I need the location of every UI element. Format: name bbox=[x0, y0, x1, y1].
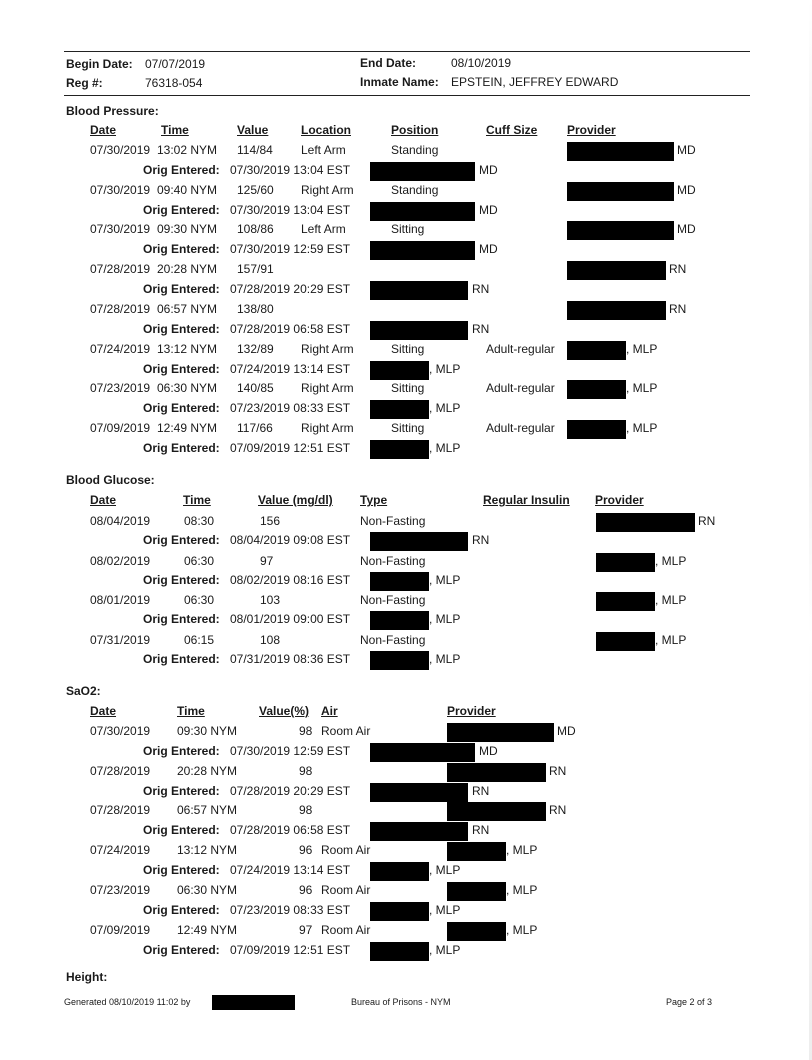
bg-col-type: Type bbox=[360, 493, 388, 507]
bp-cuff-size: Adult-regular bbox=[486, 381, 555, 396]
orig-entered-label: Orig Entered: bbox=[143, 902, 220, 917]
sao2-value: 97 bbox=[299, 922, 313, 937]
bp-location: Left Arm bbox=[301, 222, 346, 237]
redaction-block bbox=[567, 142, 674, 161]
orig-entered-label: Orig Entered: bbox=[143, 942, 220, 957]
bp-value: 132/89 bbox=[237, 341, 274, 356]
bp-date: 07/09/2019 bbox=[90, 420, 151, 435]
orig-entered-provider: , MLP bbox=[429, 902, 461, 917]
sao2-air: Room Air bbox=[321, 724, 371, 738]
redaction-block bbox=[596, 592, 655, 611]
orig-entered-label: Orig Entered: bbox=[143, 361, 220, 376]
begin-date-value: 07/07/2019 bbox=[145, 57, 206, 71]
orig-entered-provider: , MLP bbox=[429, 572, 461, 587]
orig-entered-provider: RN bbox=[472, 823, 490, 838]
bg-provider-suffix: , MLP bbox=[655, 553, 687, 568]
redaction-block bbox=[447, 802, 546, 821]
bp-position: Sitting bbox=[391, 420, 425, 435]
bp-col-provider: Provider bbox=[567, 123, 616, 137]
bg-provider-suffix: , MLP bbox=[655, 633, 687, 648]
bg-value: 108 bbox=[260, 633, 281, 648]
orig-entered-value: 08/02/2019 08:16 EST bbox=[230, 572, 351, 587]
redaction-block bbox=[447, 763, 546, 782]
bp-time: 12:49 NYM bbox=[157, 420, 218, 435]
header-rule-bottom bbox=[64, 95, 750, 96]
bp-value: 114/84 bbox=[237, 143, 273, 157]
orig-entered-provider: , MLP bbox=[429, 612, 461, 627]
bp-position: Sitting bbox=[391, 222, 425, 237]
bg-value: 97 bbox=[260, 553, 274, 568]
orig-entered-provider: RN bbox=[472, 783, 490, 798]
sao2-provider-suffix: , MLP bbox=[506, 843, 538, 858]
bp-provider-suffix: , MLP bbox=[626, 381, 658, 396]
bp-col-location: Location bbox=[301, 123, 351, 137]
orig-entered-value: 07/28/2019 06:58 EST bbox=[230, 321, 351, 336]
bp-col-position: Position bbox=[391, 123, 439, 137]
orig-entered-value: 07/23/2019 08:33 EST bbox=[230, 401, 351, 416]
redaction-block bbox=[370, 281, 468, 300]
orig-entered-value: 07/28/2019 20:29 EST bbox=[230, 282, 351, 297]
orig-entered-value: 07/30/2019 13:04 EST bbox=[230, 163, 351, 177]
sao2-col-provider: Provider bbox=[447, 704, 496, 718]
redaction-block bbox=[370, 321, 468, 340]
orig-entered-label: Orig Entered: bbox=[143, 572, 220, 587]
bg-date: 08/01/2019 bbox=[90, 593, 151, 608]
orig-entered-provider: RN bbox=[472, 533, 490, 547]
orig-entered-label: Orig Entered: bbox=[143, 202, 220, 217]
orig-entered-provider: , MLP bbox=[429, 440, 461, 455]
orig-entered-value: 07/30/2019 12:59 EST bbox=[230, 242, 351, 257]
redaction-block bbox=[567, 380, 626, 399]
bp-value: 140/85 bbox=[237, 381, 274, 396]
orig-entered-label: Orig Entered: bbox=[143, 863, 220, 878]
orig-entered-label: Orig Entered: bbox=[143, 612, 220, 627]
sao2-time: 12:49 NYM bbox=[177, 922, 238, 937]
bg-provider-suffix: , MLP bbox=[655, 593, 687, 608]
begin-date-label: Begin Date: bbox=[66, 57, 133, 71]
bp-provider-suffix: MD bbox=[677, 222, 696, 237]
sao2-provider-suffix: , MLP bbox=[506, 922, 538, 937]
redaction-block bbox=[212, 995, 295, 1010]
orig-entered-label: Orig Entered: bbox=[143, 652, 220, 667]
bg-time: 06:30 bbox=[184, 553, 215, 568]
bp-time: 13:02 NYM bbox=[157, 143, 218, 157]
bp-cuff-size: Adult-regular bbox=[486, 341, 555, 356]
footer-org: Bureau of Prisons - NYM bbox=[351, 997, 451, 1007]
bg-type: Non-Fasting bbox=[360, 514, 426, 528]
bg-type: Non-Fasting bbox=[360, 553, 426, 568]
bp-value: 125/60 bbox=[237, 182, 274, 197]
redaction-block bbox=[370, 783, 468, 802]
redaction-block bbox=[370, 162, 475, 181]
orig-entered-label: Orig Entered: bbox=[143, 282, 220, 297]
sao2-date: 07/23/2019 bbox=[90, 882, 151, 897]
bg-time: 06:15 bbox=[184, 633, 215, 648]
sao2-col-date: Date bbox=[90, 704, 117, 718]
orig-entered-provider: RN bbox=[472, 321, 490, 336]
redaction-block bbox=[370, 902, 429, 921]
sao2-date: 07/30/2019 bbox=[90, 724, 151, 738]
redaction-block bbox=[447, 723, 554, 742]
bg-type: Non-Fasting bbox=[360, 593, 426, 608]
bp-date: 07/28/2019 bbox=[90, 301, 151, 316]
redaction-block bbox=[370, 651, 429, 670]
redaction-block bbox=[370, 532, 468, 551]
redaction-block bbox=[370, 361, 429, 380]
bp-position: Sitting bbox=[391, 341, 425, 356]
redaction-block bbox=[370, 822, 468, 841]
sao2-section-title: SaO2: bbox=[66, 684, 101, 698]
sao2-value: 98 bbox=[299, 724, 313, 738]
sao2-air: Room Air bbox=[321, 843, 371, 858]
redaction-block bbox=[447, 882, 506, 901]
bp-provider-suffix: MD bbox=[677, 182, 696, 197]
end-date-label: End Date: bbox=[360, 56, 417, 70]
redaction-block bbox=[370, 862, 429, 881]
bp-cuff-size: Adult-regular bbox=[486, 420, 555, 435]
redaction-block bbox=[370, 611, 429, 630]
redaction-block bbox=[596, 553, 655, 572]
sao2-provider-suffix: , MLP bbox=[506, 882, 538, 897]
sao2-col-air: Air bbox=[321, 704, 338, 718]
orig-entered-value: 07/09/2019 12:51 EST bbox=[230, 440, 351, 455]
bp-date: 07/28/2019 bbox=[90, 262, 151, 277]
orig-entered-value: 08/01/2019 09:00 EST bbox=[230, 612, 351, 627]
bp-date: 07/30/2019 bbox=[90, 182, 151, 197]
sao2-value: 96 bbox=[299, 882, 313, 897]
sao2-air: Room Air bbox=[321, 922, 371, 937]
bg-col-date: Date bbox=[90, 493, 117, 507]
orig-entered-provider: MD bbox=[479, 163, 498, 177]
sao2-value: 98 bbox=[299, 803, 313, 818]
redaction-block bbox=[567, 301, 666, 320]
bp-value: 108/86 bbox=[237, 222, 274, 237]
sao2-time: 06:57 NYM bbox=[177, 803, 238, 818]
orig-entered-provider: , MLP bbox=[429, 863, 461, 878]
bg-col-provider: Provider bbox=[595, 493, 644, 507]
sao2-date: 07/28/2019 bbox=[90, 803, 151, 818]
bp-position: Sitting bbox=[391, 381, 425, 396]
sao2-value: 96 bbox=[299, 843, 313, 858]
orig-entered-label: Orig Entered: bbox=[143, 163, 220, 177]
orig-entered-label: Orig Entered: bbox=[143, 533, 220, 547]
footer-page: Page 2 of 3 bbox=[666, 997, 713, 1007]
redaction-block bbox=[567, 221, 674, 240]
inmate-name-value: EPSTEIN, JEFFREY EDWARD bbox=[451, 75, 619, 89]
end-date-value: 08/10/2019 bbox=[451, 56, 512, 70]
bp-location: Right Arm bbox=[301, 182, 354, 197]
bg-date: 08/04/2019 bbox=[90, 514, 151, 528]
orig-entered-provider: , MLP bbox=[429, 652, 461, 667]
sao2-date: 07/28/2019 bbox=[90, 763, 151, 778]
bp-time: 06:30 NYM bbox=[157, 381, 218, 396]
redaction-block bbox=[370, 942, 429, 961]
bp-location: Right Arm bbox=[301, 420, 354, 435]
bp-time: 13:12 NYM bbox=[157, 341, 218, 356]
header-rule-top bbox=[64, 51, 750, 52]
sao2-col-time: Time bbox=[177, 704, 205, 718]
sao2-provider-suffix: RN bbox=[549, 803, 567, 818]
bp-location: Right Arm bbox=[301, 341, 354, 356]
redaction-block bbox=[370, 241, 475, 260]
bp-time: 09:30 NYM bbox=[157, 222, 218, 237]
redaction-block bbox=[370, 202, 475, 221]
orig-entered-value: 07/24/2019 13:14 EST bbox=[230, 361, 351, 376]
orig-entered-label: Orig Entered: bbox=[143, 783, 220, 798]
bg-date: 07/31/2019 bbox=[90, 633, 151, 648]
orig-entered-value: 07/09/2019 12:51 EST bbox=[230, 942, 351, 957]
reg-label: Reg #: bbox=[66, 76, 103, 90]
redaction-block bbox=[596, 513, 695, 532]
orig-entered-label: Orig Entered: bbox=[143, 242, 220, 257]
bp-position: Standing bbox=[391, 182, 439, 197]
orig-entered-value: 07/24/2019 13:14 EST bbox=[230, 863, 351, 878]
bp-section-title: Blood Pressure: bbox=[66, 104, 159, 118]
bg-value: 156 bbox=[260, 514, 281, 528]
orig-entered-provider: RN bbox=[472, 282, 490, 297]
bg-type: Non-Fasting bbox=[360, 633, 426, 648]
bp-provider-suffix: MD bbox=[677, 143, 696, 157]
orig-entered-label: Orig Entered: bbox=[143, 823, 220, 838]
bp-time: 20:28 NYM bbox=[157, 262, 218, 277]
inmate-name-label: Inmate Name: bbox=[360, 75, 439, 89]
redaction-block bbox=[370, 572, 429, 591]
orig-entered-value: 08/04/2019 09:08 EST bbox=[230, 533, 351, 547]
bp-provider-suffix: RN bbox=[669, 262, 687, 277]
bg-section-title: Blood Glucose: bbox=[66, 473, 155, 487]
sao2-time: 09:30 NYM bbox=[177, 724, 238, 738]
redaction-block bbox=[567, 341, 626, 360]
orig-entered-label: Orig Entered: bbox=[143, 440, 220, 455]
bg-date: 08/02/2019 bbox=[90, 553, 151, 568]
orig-entered-provider: MD bbox=[479, 744, 498, 758]
sao2-col-value: Value(%) bbox=[259, 704, 310, 718]
redaction-block bbox=[370, 440, 429, 459]
sao2-date: 07/24/2019 bbox=[90, 843, 151, 858]
orig-entered-value: 07/31/2019 08:36 EST bbox=[230, 652, 351, 667]
orig-entered-provider: , MLP bbox=[429, 942, 461, 957]
bp-date: 07/24/2019 bbox=[90, 341, 151, 356]
redaction-block bbox=[447, 922, 506, 941]
orig-entered-provider: MD bbox=[479, 202, 498, 217]
bg-col-value: Value (mg/dl) bbox=[258, 493, 333, 507]
bp-provider-suffix: , MLP bbox=[626, 341, 658, 356]
orig-entered-value: 07/30/2019 12:59 EST bbox=[230, 744, 351, 758]
orig-entered-value: 07/30/2019 13:04 EST bbox=[230, 202, 351, 217]
redaction-block bbox=[567, 261, 666, 280]
sao2-date: 07/09/2019 bbox=[90, 922, 151, 937]
bp-time: 09:40 NYM bbox=[157, 182, 218, 197]
redaction-block bbox=[370, 743, 475, 762]
orig-entered-label: Orig Entered: bbox=[143, 321, 220, 336]
redaction-block bbox=[567, 420, 626, 439]
sao2-provider-suffix: RN bbox=[549, 763, 567, 778]
sao2-value: 98 bbox=[299, 763, 313, 778]
bp-provider-suffix: , MLP bbox=[626, 420, 658, 435]
orig-entered-label: Orig Entered: bbox=[143, 401, 220, 416]
footer-generated: Generated 08/10/2019 11:02 by bbox=[64, 997, 191, 1007]
bp-col-date: Date bbox=[90, 123, 117, 137]
bg-provider-suffix: RN bbox=[698, 514, 716, 528]
orig-entered-value: 07/28/2019 06:58 EST bbox=[230, 823, 351, 838]
bp-value: 138/80 bbox=[237, 301, 274, 316]
bp-date: 07/23/2019 bbox=[90, 381, 151, 396]
redaction-block bbox=[370, 400, 429, 419]
redaction-block bbox=[596, 632, 655, 651]
height-title: Height: bbox=[66, 970, 108, 984]
sao2-air: Room Air bbox=[321, 882, 371, 897]
sao2-time: 20:28 NYM bbox=[177, 763, 238, 778]
bp-location: Right Arm bbox=[301, 381, 354, 396]
redaction-block bbox=[447, 842, 506, 861]
bg-col-time: Time bbox=[183, 493, 211, 507]
bp-col-value: Value bbox=[237, 123, 269, 137]
reg-value: 76318-054 bbox=[145, 76, 203, 90]
orig-entered-provider: , MLP bbox=[429, 361, 461, 376]
bp-time: 06:57 NYM bbox=[157, 301, 218, 316]
bp-position: Standing bbox=[391, 143, 439, 157]
bp-col-time: Time bbox=[161, 123, 189, 137]
orig-entered-provider: , MLP bbox=[429, 401, 461, 416]
bp-location: Left Arm bbox=[301, 143, 346, 157]
bg-time: 06:30 bbox=[184, 593, 215, 608]
orig-entered-label: Orig Entered: bbox=[143, 744, 220, 758]
orig-entered-value: 07/23/2019 08:33 EST bbox=[230, 902, 351, 917]
orig-entered-value: 07/28/2019 20:29 EST bbox=[230, 783, 351, 798]
bp-col-cuff-size: Cuff Size bbox=[486, 123, 538, 137]
bg-time: 08:30 bbox=[184, 514, 215, 528]
orig-entered-provider: MD bbox=[479, 242, 498, 257]
bp-provider-suffix: RN bbox=[669, 301, 687, 316]
bp-value: 117/66 bbox=[237, 420, 273, 435]
bg-value: 103 bbox=[260, 593, 281, 608]
bp-date: 07/30/2019 bbox=[90, 143, 151, 157]
bp-date: 07/30/2019 bbox=[90, 222, 151, 237]
bg-col-regular-insulin: Regular Insulin bbox=[483, 493, 570, 507]
sao2-provider-suffix: MD bbox=[557, 724, 576, 738]
sao2-time: 06:30 NYM bbox=[177, 882, 238, 897]
redaction-block bbox=[567, 182, 674, 201]
bp-value: 157/91 bbox=[237, 262, 274, 277]
sao2-time: 13:12 NYM bbox=[177, 843, 238, 858]
